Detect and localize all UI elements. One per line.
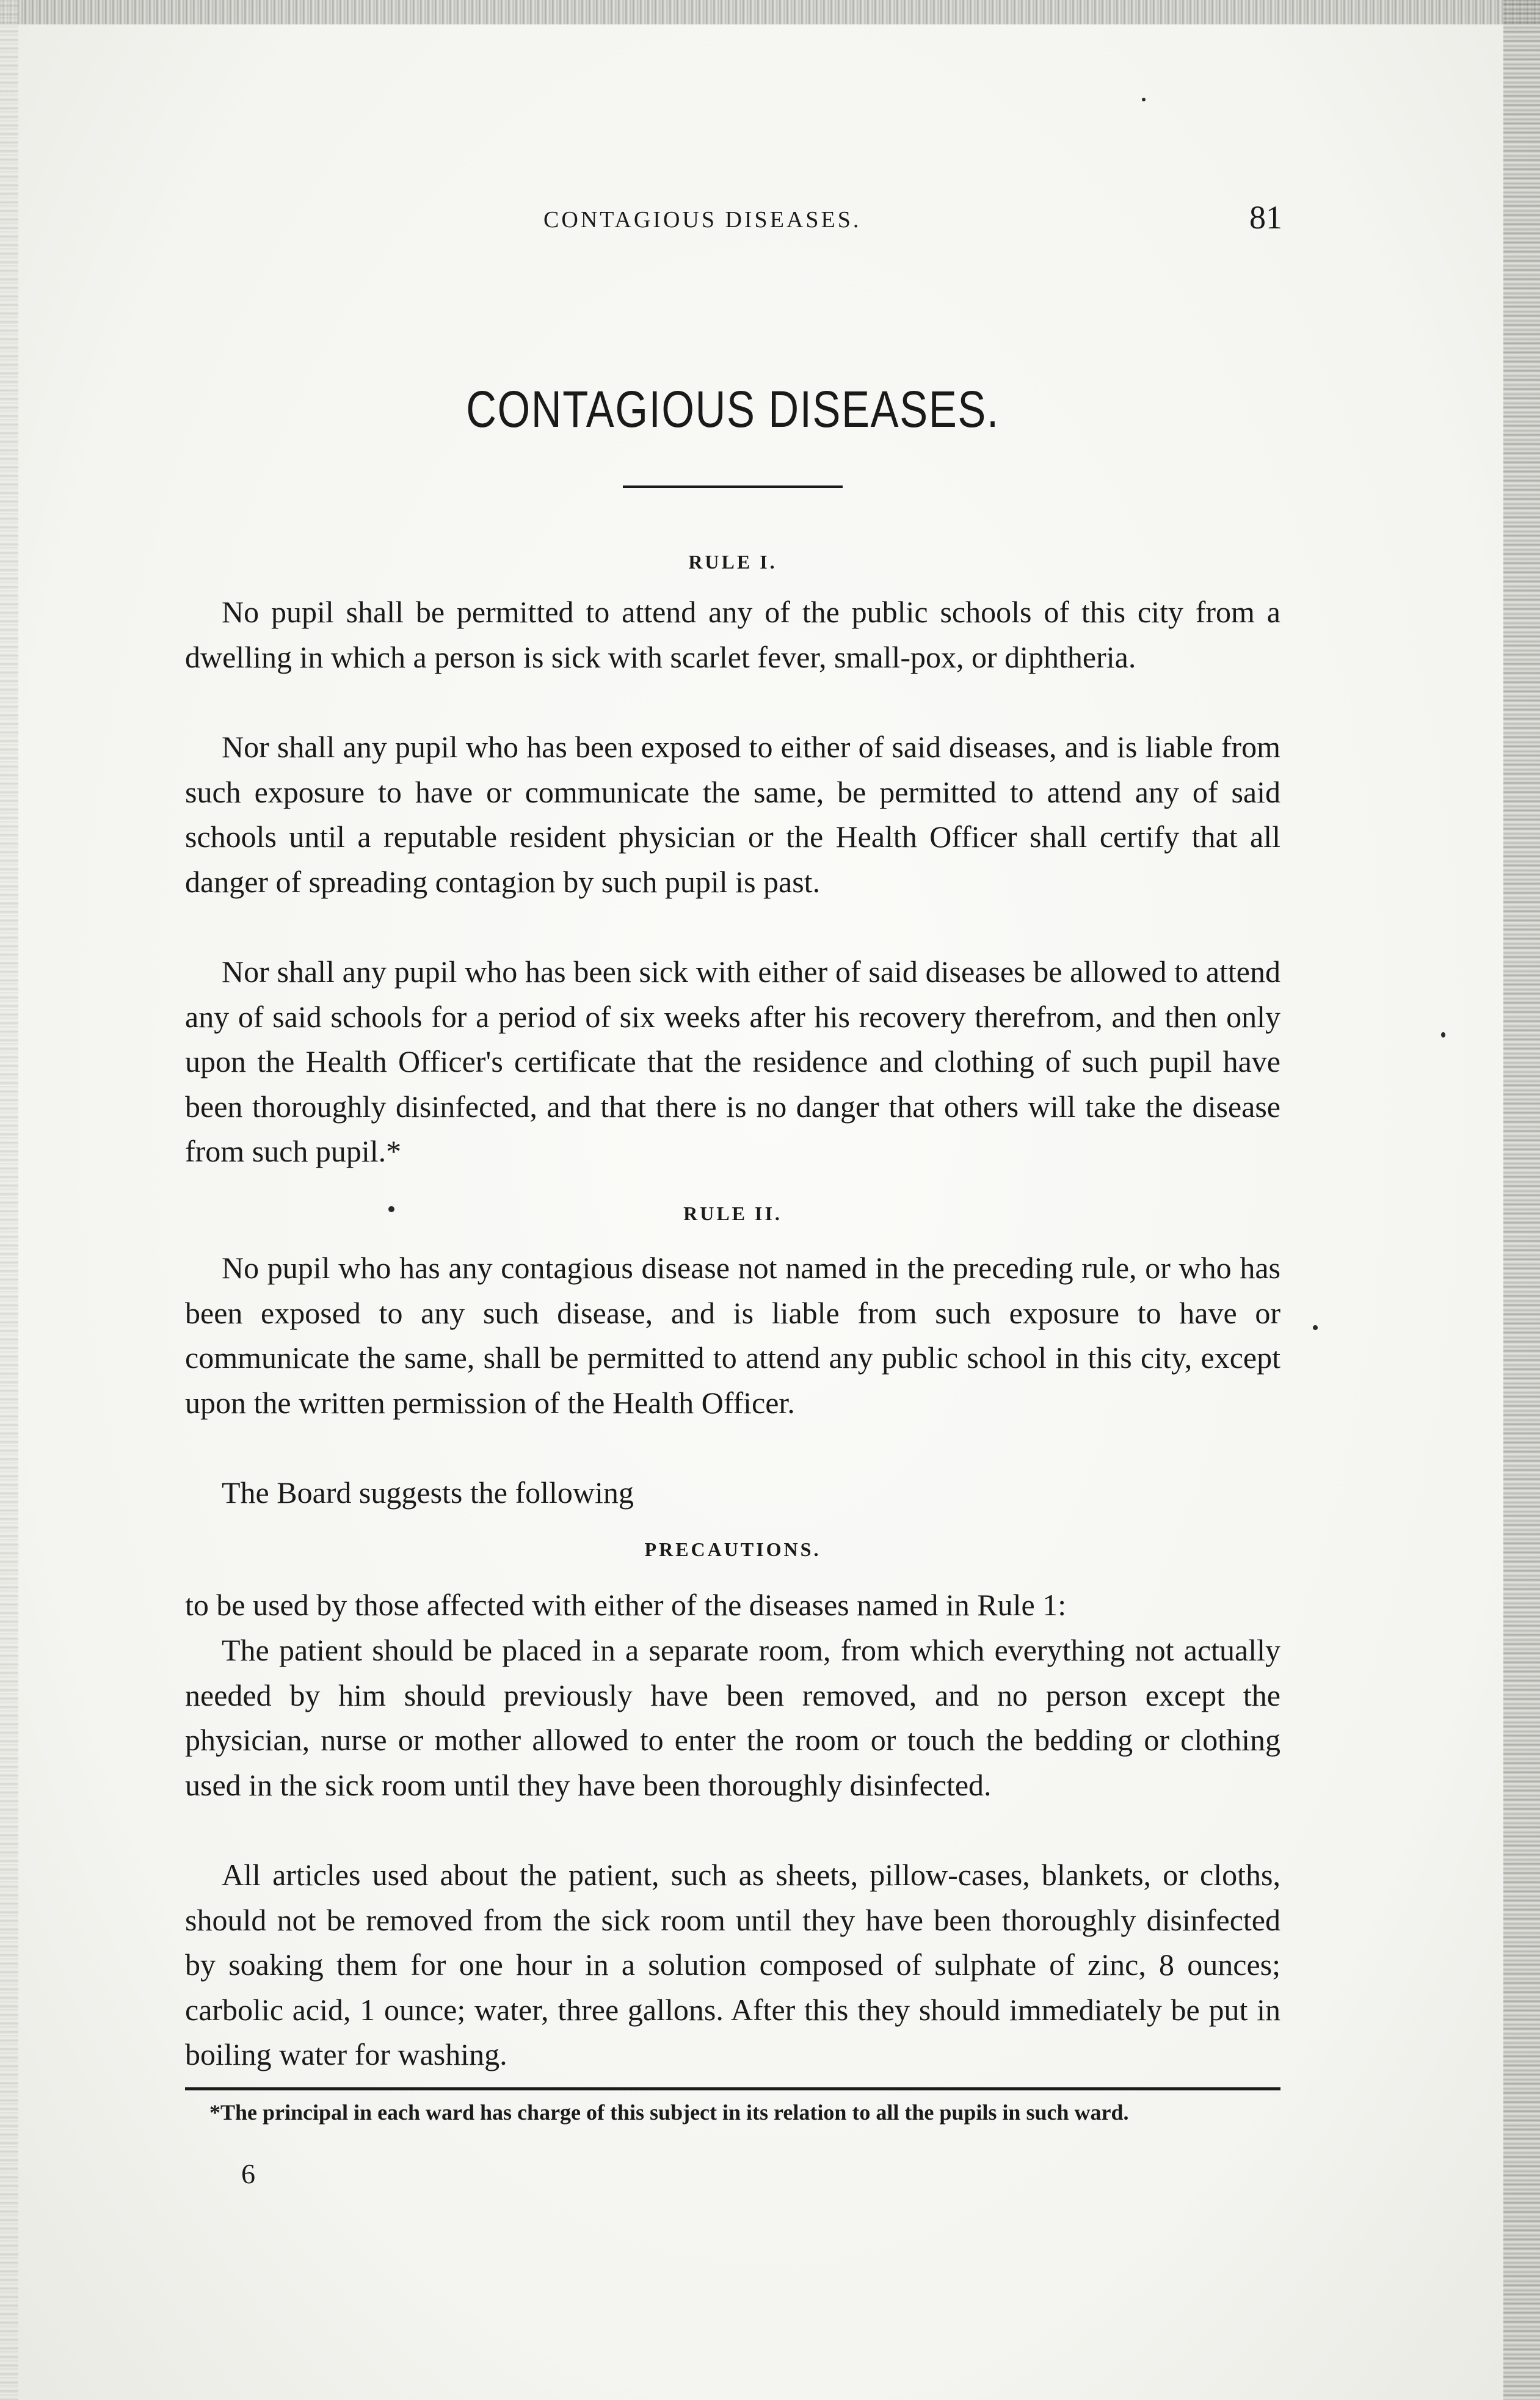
rule-2-paragraph: The Board suggests the following	[222, 1475, 634, 1510]
precautions-paragraph: All articles used about the patient, such as sheets, pillow-cases, blankets, or cloths, should not be removed from the sick room until they have been thoroughly disinfected by soaking them for one hour in a solution composed of sulphate of zinc, 8 ounces; carbolic acid, 1 ounce; water, three gallons. After this they should immediately be put in boiling water for washing.	[185, 1858, 1280, 2071]
precautions-heading: PRECAUTIONS.	[644, 1538, 821, 1560]
signature-mark: 6	[241, 2158, 255, 2189]
rule-1-paragraph: No pupil shall be permitted to attend any of the public schools of this city from a dwelling in which a person is sick with scarlet fever, small-pox, or diphtheria.	[185, 595, 1280, 674]
scan-edge-left	[0, 0, 18, 2400]
rule-1-paragraph: Nor shall any pupil who has been sick with either of said diseases be allowed to attend any of said schools for a period of six weeks after his recovery therefrom, and then only upon the Health Officer's certificate that the residence and clothing of such pupil have been thoroughly disinfected, and that there is no danger that others will take the disease from such pupil.*	[185, 955, 1280, 1168]
page-title: CONTAGIOUS DISEASES.	[466, 380, 1000, 438]
running-head-title: CONTAGIOUS DISEASES.	[543, 207, 862, 233]
precautions-intro: to be used by those affected with either of the diseases named in Rule 1:	[185, 1588, 1067, 1622]
rule-1-heading: RULE I.	[688, 551, 777, 573]
running-head	[183, 199, 1282, 238]
ink-speck	[388, 1206, 394, 1212]
rule-1-paragraph: Nor shall any pupil who has been exposed to either of said diseases, and is liable from such exposure to have or communicate the same, be permitted to attend any of said schools until a reputable resident physician or the Health Officer shall certify that all danger of spreading contagion by such pupil is past.	[185, 730, 1280, 899]
scan-edge-top	[0, 0, 1540, 24]
footnote-rule	[185, 2087, 1280, 2090]
title-rule	[623, 485, 843, 488]
ink-speck	[1313, 1325, 1318, 1330]
scan-edge-right	[1503, 0, 1540, 2400]
precautions-paragraph: The patient should be placed in a separate room, from which everything not actually needed by him should previously have been removed, and no person except the physician, nurse or mother allowed to enter the room or touch the bedding or clothing used in the sick room until they have been thoroughly disinfected.	[185, 1633, 1280, 1802]
ink-speck	[1441, 1032, 1445, 1038]
ink-speck	[1142, 98, 1146, 101]
rule-2-heading: RULE II.	[683, 1202, 782, 1224]
page-number: 81	[1249, 199, 1282, 236]
footnote: *The principal in each ward has charge of this subject in its relation to all the pupils in such ward.	[209, 2100, 1129, 2125]
rule-2-paragraph: No pupil who has any contagious disease not named in the preceding rule, or who has been exposed to any such disease, and is liable from such exposure to have or communicate the same, shall be permitted to attend any public school in this city, except upon the written permission of the Health Officer.	[185, 1251, 1280, 1420]
